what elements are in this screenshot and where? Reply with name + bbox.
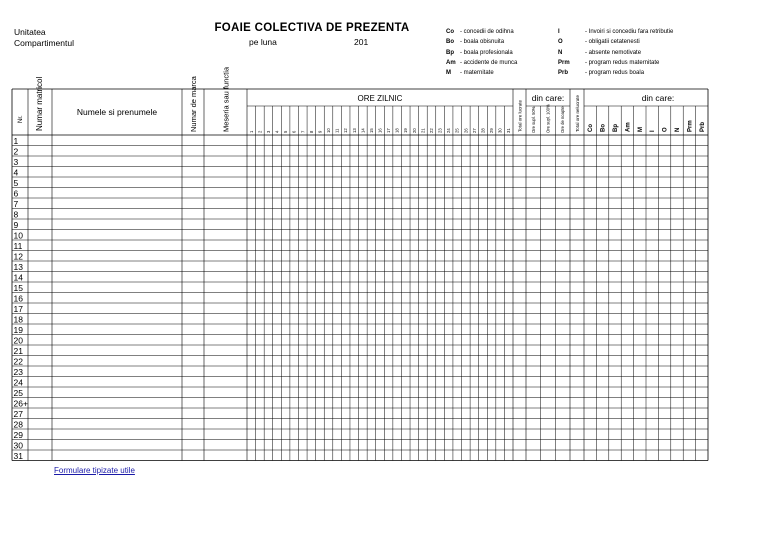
day-header: 16	[377, 128, 383, 133]
month-label: pe luna	[249, 37, 277, 47]
day-header: 29	[489, 128, 495, 133]
day-header: 9	[317, 130, 323, 133]
day-header: 7	[300, 130, 306, 133]
day-header: 18	[394, 128, 400, 133]
forms-link[interactable]: Formulare tipizate utile	[54, 466, 135, 475]
col-meseria-header: Meseria sau functia	[221, 66, 231, 132]
row-number: 12	[13, 251, 23, 262]
row-number: 13	[13, 262, 23, 272]
day-header: 15	[368, 128, 374, 133]
page-title: FOAIE COLECTIVA DE PREZENTA	[214, 22, 410, 34]
sub2-header: Co	[588, 124, 595, 132]
legend-item: Am - accidente de munca	[446, 59, 518, 66]
row-number: 27	[13, 409, 23, 419]
sub1-header: Ore supl. 50%	[530, 106, 536, 133]
col-marca-header: Numar de marca	[189, 76, 198, 132]
sub2-header: I	[650, 130, 657, 132]
legend-item: Bp - boala profesionala	[446, 49, 513, 56]
row-number: 6	[13, 188, 19, 199]
row-number: 29	[13, 430, 23, 440]
day-header: 2	[257, 130, 263, 133]
day-header: 12	[343, 128, 349, 133]
row-number: 2	[13, 146, 19, 157]
sub1-header: Ore de noapte	[560, 106, 566, 133]
row-number: 21	[13, 346, 23, 356]
day-header: 30	[497, 128, 503, 133]
day-header: 8	[308, 130, 314, 133]
day-header: 20	[411, 128, 417, 133]
sub2-header: Bp	[613, 124, 619, 132]
row-number: 17	[13, 304, 23, 314]
sub2-header: O	[662, 127, 669, 132]
row-number: 11	[13, 241, 23, 251]
legend-item: I - Invoiri si concediu fara retributie	[558, 29, 674, 35]
row-number: 3	[13, 157, 19, 167]
day-header: 1	[248, 130, 254, 133]
row-number: 5	[13, 178, 19, 188]
day-header: 31	[506, 128, 512, 133]
row-number: 18	[13, 314, 23, 325]
day-header: 10	[326, 128, 332, 133]
col-matricol-header: Numar matricol	[35, 76, 44, 131]
row-number: 19	[13, 325, 23, 335]
row-number: 8	[13, 209, 19, 220]
legend-item: Prm - program redus maternitate	[558, 59, 660, 66]
ore-zilnic-header: ORE ZILNIC	[357, 94, 403, 103]
day-header: 25	[454, 128, 460, 133]
legend-item: Bo - boala obisnuita	[446, 39, 505, 46]
row-number: 10	[13, 230, 23, 241]
year-label: 201	[354, 37, 369, 47]
din-care-header-1: din care:	[531, 93, 565, 103]
day-header: 6	[291, 130, 297, 133]
day-header: 17	[386, 128, 392, 133]
legend-item: M - maternitate	[446, 70, 494, 77]
sub2-header: M	[637, 127, 644, 132]
row-number: 7	[13, 199, 19, 209]
row-number: 24	[13, 377, 23, 388]
row-number: 14	[13, 272, 23, 283]
day-header: 27	[471, 128, 477, 133]
day-header: 21	[420, 128, 426, 133]
row-number: 16	[13, 293, 23, 304]
col-name-header: Numele si prenumele	[76, 107, 158, 117]
legend-item: Co - concedii de odihna	[446, 29, 514, 35]
row-number: 20	[13, 335, 23, 346]
day-header: 28	[480, 128, 486, 133]
sub2-header: Prm	[687, 120, 694, 132]
day-header: 19	[403, 128, 409, 133]
row-number: 9	[13, 220, 19, 230]
day-header: 26	[463, 128, 469, 133]
row-number: 15	[13, 283, 23, 293]
day-header: 22	[428, 128, 434, 133]
din-care-header-2: din care:	[641, 93, 675, 103]
day-header: 5	[283, 130, 289, 133]
day-header: 23	[437, 128, 443, 133]
row-number: 1	[13, 136, 19, 146]
legend-item: O - obligatii cetatenesti	[558, 39, 640, 46]
row-number: 31	[13, 451, 23, 461]
day-header: 14	[360, 128, 366, 133]
row-number: 26+	[13, 398, 28, 409]
col-total-nelucrate-header: Total ore nelucrate	[575, 94, 580, 132]
sub2-header: N	[675, 127, 681, 132]
day-header: 11	[334, 128, 340, 133]
legend-item: Prb - program redus boala	[558, 70, 645, 77]
day-header: 3	[265, 130, 271, 133]
col-nr-header: Nr.	[18, 115, 24, 123]
row-number: 23	[13, 367, 23, 377]
row-number: 4	[13, 167, 19, 178]
row-number: 28	[13, 419, 23, 430]
row-number: 22	[13, 356, 23, 367]
day-header: 24	[446, 128, 452, 133]
day-header: 13	[351, 128, 357, 133]
sub2-header: Am	[625, 122, 632, 132]
department-label: Compartimentul	[14, 38, 74, 48]
day-header: 4	[274, 130, 280, 133]
sub2-header: Bo	[600, 124, 607, 132]
sub2-header: Prb	[699, 121, 706, 132]
unit-label: Unitatea	[14, 27, 46, 37]
col-total-lucrate-header: Total ore lucrate	[517, 99, 523, 132]
sub1-header: Ore supl. 100%	[545, 104, 551, 133]
row-number: 25	[13, 388, 23, 398]
legend-item: N - absente nemotivate	[558, 49, 642, 56]
row-number: 30	[13, 440, 23, 451]
